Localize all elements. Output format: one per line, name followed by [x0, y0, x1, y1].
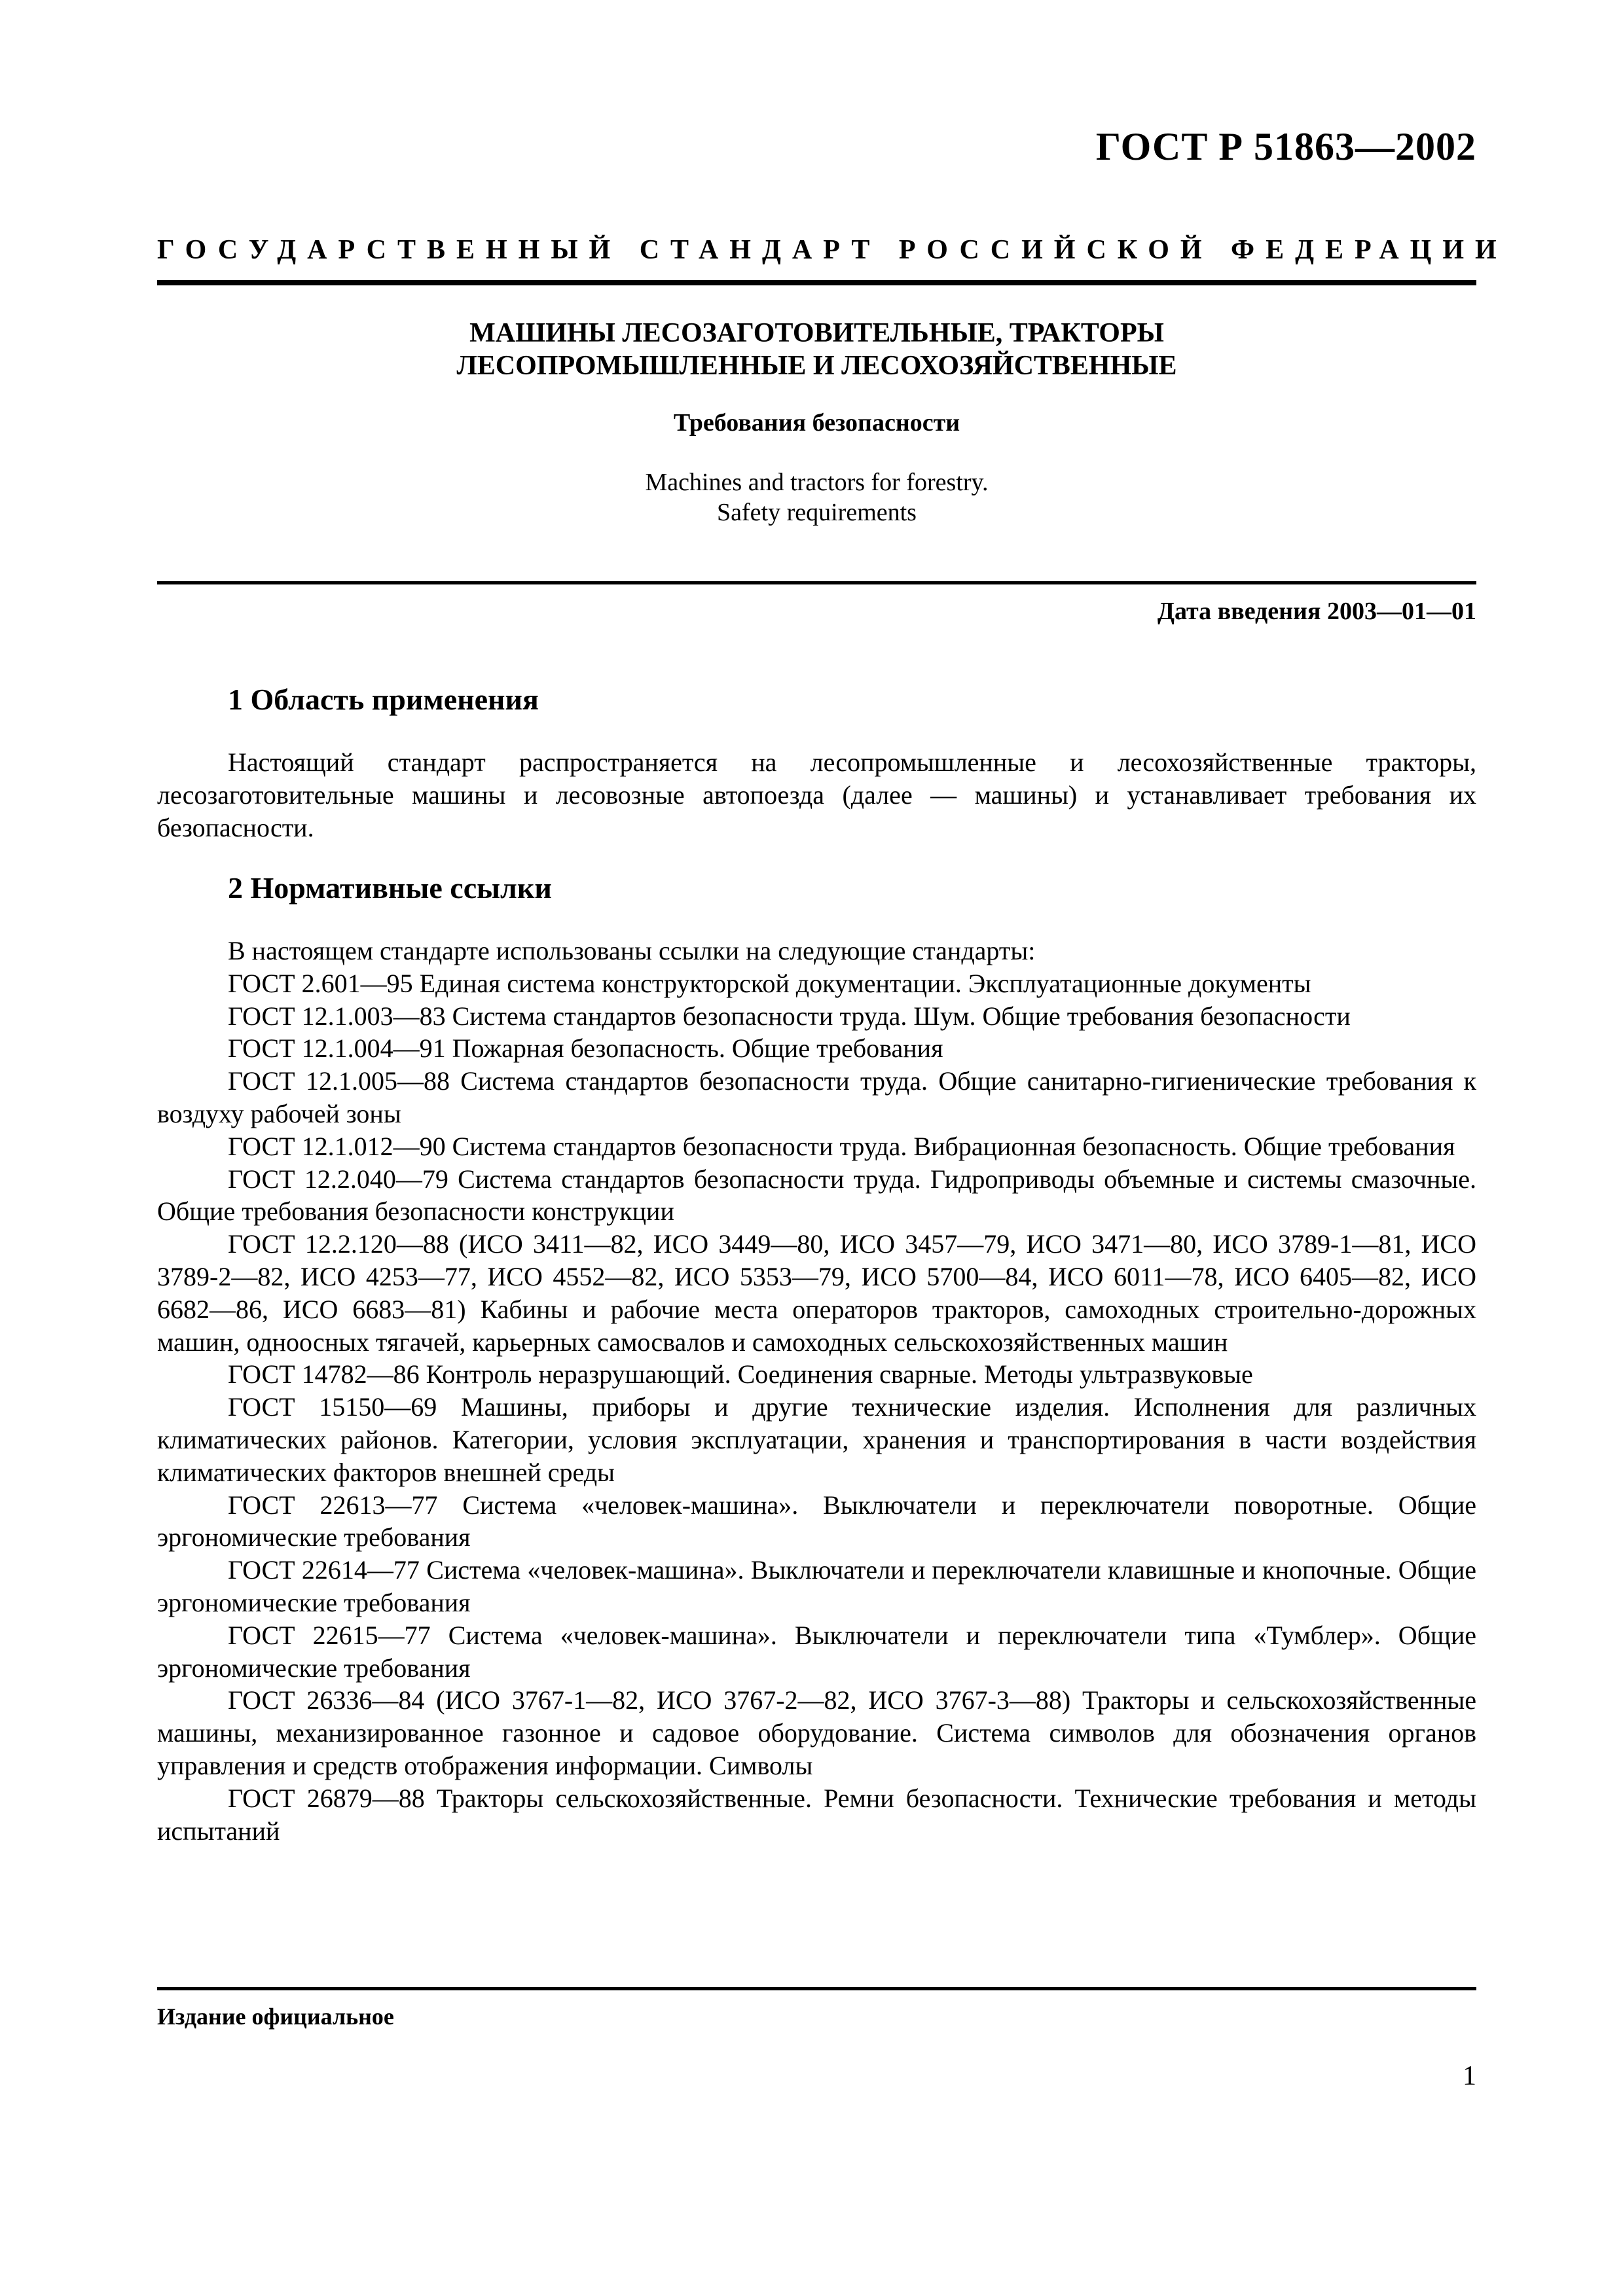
footer-divider — [157, 1987, 1476, 1990]
section-1-heading: 1 Область применения — [228, 683, 539, 716]
reference-item: ГОСТ 14782—86 Контроль неразрушающий. Соединения сварные. Методы ультразвуковые — [228, 1359, 1253, 1390]
section-2-heading: 2 Нормативные ссылки — [228, 871, 552, 905]
introduction-date: Дата введения 2003—01—01 — [1157, 598, 1476, 625]
reference-item: ГОСТ 12.1.003—83 Система стандартов безопасности труда. Шум. Общие требования безопасности — [228, 1001, 1351, 1031]
header-divider — [157, 280, 1476, 285]
reference-item: ГОСТ 12.1.005—88 Система стандартов безопасности труда. Общие санитарно-гигиенические требования к воздуху рабочей зоны — [157, 1066, 1476, 1128]
reference-item: ГОСТ 12.1.012—90 Система стандартов безопасности труда. Вибрационная безопасность. Общие требования — [228, 1131, 1455, 1161]
page-number: 1 — [1463, 2061, 1476, 2091]
english-title-line-2: Safety requirements — [717, 499, 917, 526]
title-line-2: ЛЕСОПРОМЫШЛЕННЫЕ И ЛЕСОХОЗЯЙСТВЕННЫЕ — [456, 351, 1177, 381]
title-divider — [157, 581, 1476, 584]
state-standard-banner: ГОСУДАРСТВЕННЫЙ СТАНДАРТ РОССИЙСКОЙ ФЕДЕРАЦИИ — [157, 235, 1508, 265]
english-title — [157, 467, 1476, 528]
reference-item: ГОСТ 12.2.120—88 (ИСО 3411—82, ИСО 3449—80, ИСО 3457—79, ИСО 3471—80, ИСО 3789-1—81, ИСО 3789-2—82, ИСО 4253—77, ИСО 4552—82, ИСО 5353—79, ИСО 5700—84, ИСО 6011—78, ИСО 6405—82, ИСО 6682—86, ИСО 6683—81) Кабины и рабочие места операторов тракторов, самоходных строительно-дорожных машин, одноосных тягачей, карьерных самосвалов и самоходных сельскохозяйственных машин — [157, 1229, 1476, 1357]
title-line-1: МАШИНЫ ЛЕСОЗАГОТОВИТЕЛЬНЫЕ, ТРАКТОРЫ — [469, 318, 1164, 348]
section-1-text: Настоящий стандарт распространяется на лесопромышленные и лесохозяйственные тракторы, лесозаготовительные машины и лесовозные автопоезда (далее — машины) и устанавливает требования их безопасности. — [157, 747, 1476, 842]
references-intro: В настоящем стандарте использованы ссылки на следующие стандарты: — [228, 936, 1036, 965]
reference-item: ГОСТ 26336—84 (ИСО 3767-1—82, ИСО 3767-2—82, ИСО 3767-3—88) Тракторы и сельскохозяйственные машины, механизированное газонное и садовое оборудование. Система символов для обозначения органов управления и средств отображения информации. Символы — [157, 1685, 1476, 1780]
document-code: ГОСТ Р 51863—2002 — [1095, 125, 1476, 168]
reference-item: ГОСТ 12.2.040—79 Система стандартов безопасности труда. Гидроприводы объемные и системы смазочные. Общие требования безопасности конструкции — [157, 1164, 1476, 1227]
reference-item: ГОСТ 15150—69 Машины, приборы и другие технические изделия. Исполнения для различных климатических районов. Категории, условия эксплуатации, хранения и транспортирования в части воздействия климатических факторов внешней среды — [157, 1392, 1476, 1487]
reference-item: ГОСТ 22613—77 Система «человек-машина». Выключатели и переключатели поворотные. Общие эргономические требования — [157, 1490, 1476, 1552]
official-edition-label: Издание официальное — [157, 2003, 394, 2030]
reference-item: ГОСТ 2.601—95 Единая система конструкторской документации. Эксплуатационные документы — [228, 968, 1311, 998]
reference-item: ГОСТ 22615—77 Система «человек-машина». Выключатели и переключатели типа «Тумблер». Общие эргономические требования — [157, 1620, 1476, 1683]
english-title-line-1: Machines and tractors for forestry. — [645, 469, 989, 496]
reference-item: ГОСТ 12.1.004—91 Пожарная безопасность. Общие требования — [228, 1033, 943, 1064]
document-subtitle: Требования безопасности — [673, 409, 960, 437]
references-list — [157, 935, 1476, 1847]
reference-item: ГОСТ 26879—88 Тракторы сельскохозяйственные. Ремни безопасности. Технические требования и методы испытаний — [157, 1783, 1476, 1846]
reference-item: ГОСТ 22614—77 Система «человек-машина». Выключатели и переключатели клавишные и кнопочные. Общие эргономические требования — [157, 1555, 1476, 1617]
document-title — [157, 317, 1476, 382]
